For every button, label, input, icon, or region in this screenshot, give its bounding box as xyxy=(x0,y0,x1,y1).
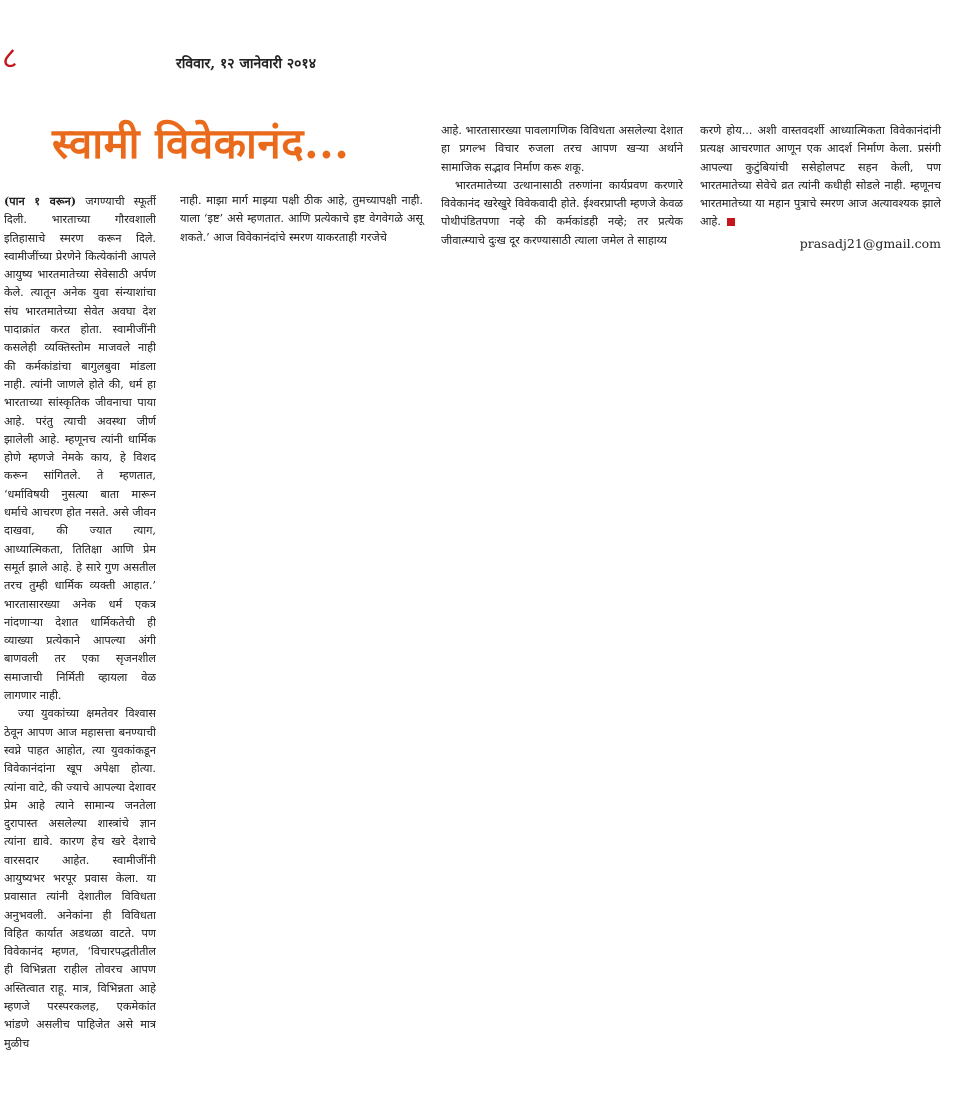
paragraph xyxy=(700,122,941,232)
article-column-3 xyxy=(441,122,683,250)
article-column-4 xyxy=(700,122,941,232)
paragraph: भारतमातेच्या उत्थानासाठी तरुणांना कार्यप्रवण करणारे विवेकानंद खरेखुरे विवेकवादी होते. ईश्वरप्राप्ती म्हणजे केवळ पोथीपंडितपणा नव्हे की कर्मकांडही नव्हे; तर प्रत्येक जीवात्म्याचे दुःख दूर करण्यासाठी त्याला जमेल ते साहाय्य xyxy=(441,178,683,247)
continuation-lead: (पान १ वरून) xyxy=(4,194,77,208)
page-number: ८ xyxy=(2,41,18,76)
article-column-2 xyxy=(180,192,423,247)
paragraph xyxy=(4,192,156,705)
paragraph: आहे. भारतासारख्या पावलागणिक विविधता असलेल्या देशात हा प्रगल्भ विचार रुजला तरच आपण खऱ्या अर्थाने सामाजिक सद्भाव निर्माण करू शकू. xyxy=(441,124,683,174)
article-column-1 xyxy=(4,192,156,1117)
paragraph-text: करणे होय... अशी वास्तवदर्शी आध्यात्मिकता विवेकानंदांनी प्रत्यक्ष आचरणात आणून एक आदर्श निर्माण केला. प्रसंगी आपल्या कुटुंबियांची ससेहोलपट सहन केली, पण भारतमातेच्या सेवेचे व्रत त्यांनी कधीही सोडले नाही. म्हणूनच भारतमातेच्या या महान पुत्राचे स्मरण आज अत्यावश्यक झाले आहे. xyxy=(700,124,941,229)
paragraph-text: जगण्याची स्फूर्ती दिली. भारताच्या गौरवशाली इतिहासाचे स्मरण करून दिले. स्वामीजींच्या प्रेरणेने कित्येकांनी आपले आयुष्य भारतमातेच्या सेवेसाठी अर्पण केले. त्यातून अनेक युवा संन्याशांचा संघ भारतमातेच्या सेवेत अवघा देश पादाक्रांत करत होता. स्वामीजींनी कसलेही व्यक्तिस्तोम माजवले नाही की कर्मकांडांचा बागुलबुवा मांडला नाही. त्यांनी जाणले होते की, धर्म हा भारताच्या सांस्कृतिक जीवनाचा पाया आहे. परंतु त्याची अवस्था जीर्ण झालेली आहे. म्हणूनच त्यांनी धार्मिक होणे म्हणजे नेमके काय, हे विशद करून सांगितले. ते म्हणतात, ‘धर्माविषयी नुसत्या बाता मारून धर्माचे आचरण होत नसते. असे जीवन दाखवा, की ज्यात त्याग, आध्यात्मिकता, तितिक्षा आणि प्रेम समूर्त झाले आहे. हे सारे गुण असतील तरच तुम्ही धार्मिक व्यक्ती आहात.’ भारतासारख्या अनेक धर्म एकत्र नांदणाऱ्या देशात धार्मिकतेची ही व्याख्या प्रत्येकाने आपल्या अंगी बाणवली तर एका सृजनशील समाजाची निर्मिती व्हायला वेळ लागणार नाही. xyxy=(4,195,156,703)
paragraph: नाही. माझा मार्ग माझ्या पक्षी ठीक आहे, तुमच्यापक्षी नाही. याला ‘इष्ट’ असे म्हणतात. आणि प्रत्येकाचे इष्ट वेगवेगळे असू शकते.’ आज विवेकानंदांचे स्मरण याकरताही गरजेचे xyxy=(180,194,423,244)
headline: स्वामी विवेकानंद... xyxy=(52,119,350,168)
author-email: prasadj21@gmail.com xyxy=(799,236,941,251)
end-mark-icon xyxy=(727,218,735,226)
dateline: रविवार, १२ जानेवारी २०१४ xyxy=(176,56,316,72)
paragraph: ज्या युवकांच्या क्षमतेवर विश्वास ठेवून आपण आज महासत्ता बनण्याची स्वप्ने पाहत आहोत, त्या युवकांकडून विवेकानंदांना खूप अपेक्षा होत्या. त्यांना वाटे, की ज्याचे आपल्या देशावर प्रेम आहे त्याने सामान्य जनतेला दुरापास्त असलेल्या शास्त्रांचे ज्ञान त्यांना द्यावे. कारण हेच खरे देशाचे वारसदार आहेत. स्वामीजींनी आयुष्यभर भरपूर प्रवास केला. या प्रवासात त्यांनी देशातील विविधता अनुभवली. अनेकांना ही विविधता विहित कार्यात अडथळा वाटते. पण विवेकानंद म्हणत, ‘विचारपद्धतीतील ही विभिन्नता राहील तोवरच आपण अस्तित्वात राहू. मात्र, विभिन्नता आहे म्हणजे परस्परकलह, एकमेकांत भांडणे असलीच पाहिजेत असे मात्र मुळीच xyxy=(4,707,156,1050)
